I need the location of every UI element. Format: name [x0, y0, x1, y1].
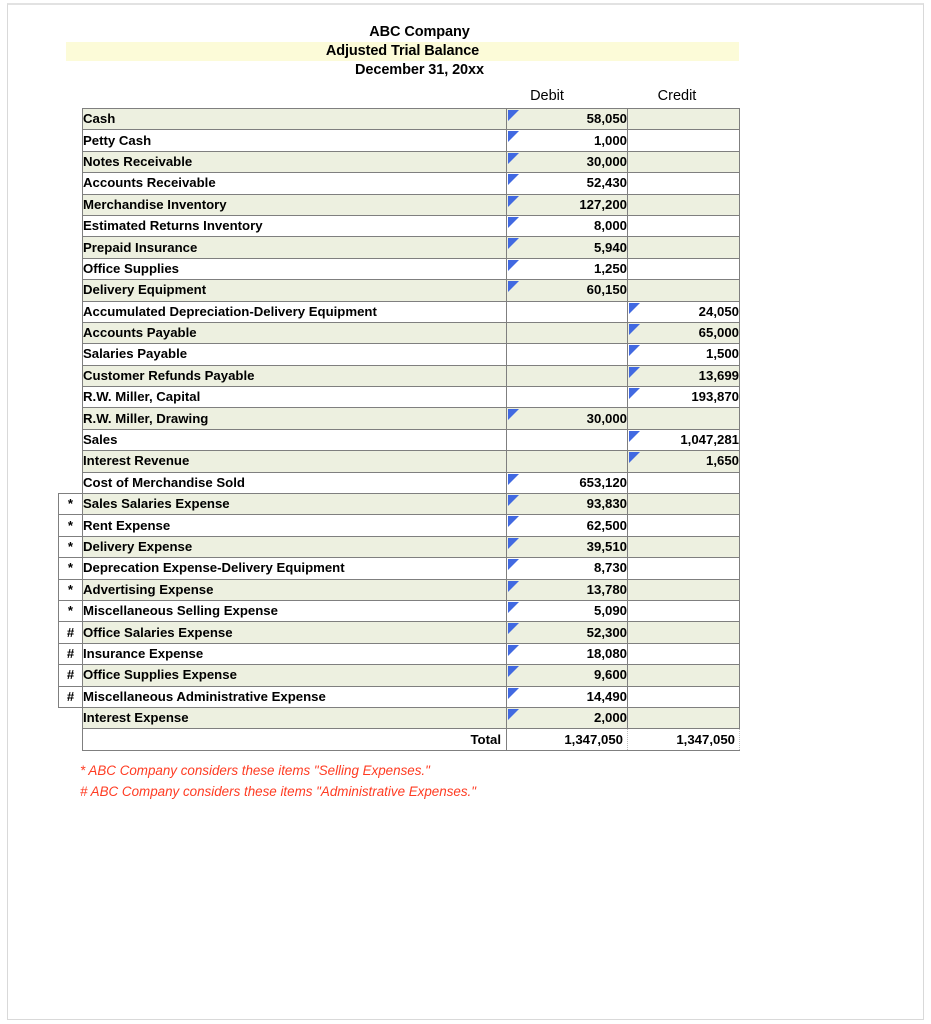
table-row [59, 365, 740, 386]
debit-value: 8,730 [593, 560, 627, 576]
cell-flag-icon [508, 474, 519, 485]
debit-cell [507, 173, 628, 194]
credit-cell [628, 536, 740, 557]
cell-flag-icon [508, 666, 519, 677]
cell-flag-icon [508, 581, 519, 592]
row-marker-empty [59, 451, 83, 472]
debit-value: 52,430 [586, 175, 627, 191]
debit-cell [507, 451, 628, 472]
debit-cell [507, 130, 628, 151]
credit-cell [628, 643, 740, 664]
debit-cell [507, 280, 628, 301]
debit-value: 2,000 [593, 710, 627, 726]
account-name-cell: Cash [83, 109, 507, 130]
account-name-cell: Deprecation Expense-Delivery Equipment [83, 558, 507, 579]
row-marker-empty [59, 173, 83, 194]
credit-cell [628, 258, 740, 279]
debit-cell [507, 707, 628, 728]
table-row [59, 451, 740, 472]
row-marker-empty [59, 130, 83, 151]
credit-cell [628, 237, 740, 258]
table-row [59, 622, 740, 643]
debit-value: 52,300 [586, 624, 627, 640]
credit-value: 1,047,281 [680, 432, 739, 448]
total-row [59, 729, 740, 750]
debit-value: 13,780 [586, 581, 627, 597]
account-name-cell: Delivery Equipment [83, 280, 507, 301]
credit-cell [628, 622, 740, 643]
table-row [59, 109, 740, 130]
account-name-cell: R.W. Miller, Capital [83, 387, 507, 408]
table-row [59, 686, 740, 707]
account-name-cell: Sales Salaries Expense [83, 494, 507, 515]
table-row [59, 665, 740, 686]
account-name-cell: Office Supplies [83, 258, 507, 279]
credit-cell [628, 451, 740, 472]
credit-cell [628, 194, 740, 215]
row-marker-empty [59, 215, 83, 236]
credit-cell [628, 515, 740, 536]
row-marker-empty [59, 151, 83, 172]
account-name-cell: Accounts Receivable [83, 173, 507, 194]
row-marker-empty [59, 387, 83, 408]
cell-flag-icon [508, 110, 519, 121]
debit-cell [507, 408, 628, 429]
cell-flag-icon [508, 538, 519, 549]
table-row [59, 215, 740, 236]
account-name-cell: Office Supplies Expense [83, 665, 507, 686]
debit-cell [507, 215, 628, 236]
debit-cell [507, 472, 628, 493]
debit-value: 9,600 [593, 667, 627, 683]
debit-value: 30,000 [586, 410, 627, 426]
debit-value: 58,050 [586, 111, 627, 127]
cell-flag-icon [508, 260, 519, 271]
debit-cell [507, 515, 628, 536]
table-row [59, 344, 740, 365]
debit-cell [507, 258, 628, 279]
cell-flag-icon [508, 174, 519, 185]
row-marker-empty [59, 258, 83, 279]
account-name-cell: Advertising Expense [83, 579, 507, 600]
debit-value: 5,090 [593, 603, 627, 619]
column-header-debit: Debit [530, 88, 564, 104]
debit-value: 127,200 [579, 196, 627, 212]
cell-flag-icon [508, 281, 519, 292]
row-marker: * [59, 558, 83, 579]
credit-cell [628, 344, 740, 365]
credit-cell [628, 301, 740, 322]
debit-cell [507, 579, 628, 600]
cell-flag-icon [508, 645, 519, 656]
document-page [7, 3, 924, 1020]
row-marker-empty [59, 301, 83, 322]
cell-flag-icon [508, 153, 519, 164]
debit-cell [507, 301, 628, 322]
row-marker-empty [59, 429, 83, 450]
account-name-cell: Merchandise Inventory [83, 194, 507, 215]
table-row [59, 237, 740, 258]
credit-cell [628, 365, 740, 386]
credit-cell [628, 707, 740, 728]
credit-cell [628, 600, 740, 621]
debit-value: 60,150 [586, 282, 627, 298]
row-marker: # [59, 643, 83, 664]
account-name-cell: Sales [83, 429, 507, 450]
credit-cell [628, 472, 740, 493]
credit-cell [628, 579, 740, 600]
debit-value: 8,000 [593, 218, 627, 234]
cell-flag-icon [629, 431, 640, 442]
table-row [59, 151, 740, 172]
account-name-cell: Delivery Expense [83, 536, 507, 557]
cell-flag-icon [508, 688, 519, 699]
table-row [59, 429, 740, 450]
table-row [59, 536, 740, 557]
table-row [59, 707, 740, 728]
debit-cell [507, 151, 628, 172]
row-marker-empty [59, 280, 83, 301]
table-row [59, 494, 740, 515]
credit-cell [628, 686, 740, 707]
cell-flag-icon [629, 388, 640, 399]
credit-cell [628, 429, 740, 450]
debit-value: 30,000 [586, 153, 627, 169]
debit-cell [507, 665, 628, 686]
account-name-cell: Office Salaries Expense [83, 622, 507, 643]
debit-cell [507, 365, 628, 386]
credit-cell [628, 322, 740, 343]
debit-value: 1,000 [593, 132, 627, 148]
table-row [59, 600, 740, 621]
trial-balance-table [58, 108, 740, 751]
cell-flag-icon [508, 131, 519, 142]
row-marker: * [59, 600, 83, 621]
credit-cell [628, 151, 740, 172]
debit-value: 93,830 [586, 496, 627, 512]
credit-cell [628, 494, 740, 515]
cell-flag-icon [629, 345, 640, 356]
row-marker: # [59, 686, 83, 707]
row-marker-empty [59, 729, 83, 750]
table-row [59, 258, 740, 279]
credit-value: 24,050 [698, 303, 739, 319]
row-marker: * [59, 536, 83, 557]
title-block [58, 23, 781, 84]
table-row [59, 301, 740, 322]
account-name-cell: Accumulated Depreciation-Delivery Equipment [83, 301, 507, 322]
table-row [59, 280, 740, 301]
credit-cell [628, 387, 740, 408]
table-row [59, 322, 740, 343]
account-name-cell: Rent Expense [83, 515, 507, 536]
cell-flag-icon [508, 559, 519, 570]
account-name-cell: Interest Revenue [83, 451, 507, 472]
debit-cell [507, 429, 628, 450]
cell-flag-icon [629, 367, 640, 378]
statement-title: Adjusted Trial Balance [66, 42, 739, 61]
credit-value: 13,699 [698, 367, 739, 383]
cell-flag-icon [508, 516, 519, 527]
cell-flag-icon [508, 196, 519, 207]
row-marker-empty [59, 472, 83, 493]
row-marker-empty [59, 408, 83, 429]
cell-flag-icon [508, 495, 519, 506]
account-name-cell: Estimated Returns Inventory [83, 215, 507, 236]
account-name-cell: Prepaid Insurance [83, 237, 507, 258]
credit-cell [628, 109, 740, 130]
debit-value: 653,120 [579, 474, 627, 490]
account-name-cell: Miscellaneous Administrative Expense [83, 686, 507, 707]
row-marker-empty [59, 322, 83, 343]
cell-flag-icon [508, 217, 519, 228]
table-row [59, 515, 740, 536]
credit-cell [628, 665, 740, 686]
footnote-administrative-expenses: # ABC Company considers these items "Administrative Expenses." [80, 783, 477, 799]
debit-value: 1,250 [593, 260, 627, 276]
cell-flag-icon [629, 303, 640, 314]
table-row [59, 643, 740, 664]
row-marker-empty [59, 365, 83, 386]
credit-value: 65,000 [698, 325, 739, 341]
row-marker: * [59, 515, 83, 536]
table-row [59, 558, 740, 579]
table-row [59, 130, 740, 151]
account-name-cell: Notes Receivable [83, 151, 507, 172]
debit-cell [507, 622, 628, 643]
total-label: Total [83, 729, 507, 750]
cell-flag-icon [508, 409, 519, 420]
debit-value: 14,490 [586, 688, 627, 704]
company-name: ABC Company [369, 24, 470, 40]
trial-balance-body [59, 109, 740, 751]
debit-value: 18,080 [586, 645, 627, 661]
column-header-row [66, 84, 739, 108]
row-marker-empty [59, 194, 83, 215]
credit-cell [628, 280, 740, 301]
table-row [59, 173, 740, 194]
debit-cell [507, 494, 628, 515]
debit-cell [507, 558, 628, 579]
debit-cell [507, 686, 628, 707]
row-marker: # [59, 622, 83, 643]
row-marker-empty [59, 109, 83, 130]
row-marker: * [59, 579, 83, 600]
table-row [59, 387, 740, 408]
debit-cell [507, 643, 628, 664]
account-name-cell: Miscellaneous Selling Expense [83, 600, 507, 621]
cell-flag-icon [629, 452, 640, 463]
table-row [59, 472, 740, 493]
account-name-cell: Cost of Merchandise Sold [83, 472, 507, 493]
footnotes [80, 760, 781, 802]
account-name-cell: Insurance Expense [83, 643, 507, 664]
footnote-selling-expenses: * ABC Company considers these items "Selling Expenses." [80, 762, 430, 778]
credit-value: 1,500 [705, 346, 739, 362]
row-marker: * [59, 494, 83, 515]
row-marker-empty [59, 344, 83, 365]
credit-cell [628, 173, 740, 194]
debit-cell [507, 387, 628, 408]
total-debit-value: 1,347,050 [507, 729, 628, 750]
row-marker: # [59, 665, 83, 686]
credit-value: 193,870 [691, 389, 739, 405]
debit-value: 62,500 [586, 517, 627, 533]
cell-flag-icon [508, 238, 519, 249]
account-name-cell: Customer Refunds Payable [83, 365, 507, 386]
debit-cell [507, 237, 628, 258]
credit-cell [628, 130, 740, 151]
table-row [59, 408, 740, 429]
total-credit-value: 1,347,050 [628, 729, 740, 750]
cell-flag-icon [508, 709, 519, 720]
table-row [59, 579, 740, 600]
debit-cell [507, 109, 628, 130]
account-name-cell: R.W. Miller, Drawing [83, 408, 507, 429]
cell-flag-icon [629, 324, 640, 335]
account-name-cell: Salaries Payable [83, 344, 507, 365]
account-name-cell: Interest Expense [83, 707, 507, 728]
debit-value: 5,940 [593, 239, 627, 255]
statement-date: December 31, 20xx [355, 62, 484, 78]
debit-value: 39,510 [586, 539, 627, 554]
trial-balance-sheet [58, 23, 781, 802]
cell-flag-icon [508, 623, 519, 634]
debit-cell [507, 194, 628, 215]
credit-cell [628, 558, 740, 579]
account-name-cell: Petty Cash [83, 130, 507, 151]
debit-cell [507, 344, 628, 365]
credit-cell [628, 215, 740, 236]
credit-value: 1,650 [705, 453, 739, 469]
debit-cell [507, 536, 628, 557]
row-marker-empty [59, 237, 83, 258]
table-row [59, 194, 740, 215]
debit-cell [507, 322, 628, 343]
debit-cell [507, 600, 628, 621]
column-header-credit: Credit [657, 88, 697, 104]
account-name-cell: Accounts Payable [83, 322, 507, 343]
credit-cell [628, 408, 740, 429]
row-marker-empty [59, 707, 83, 728]
cell-flag-icon [508, 602, 519, 613]
